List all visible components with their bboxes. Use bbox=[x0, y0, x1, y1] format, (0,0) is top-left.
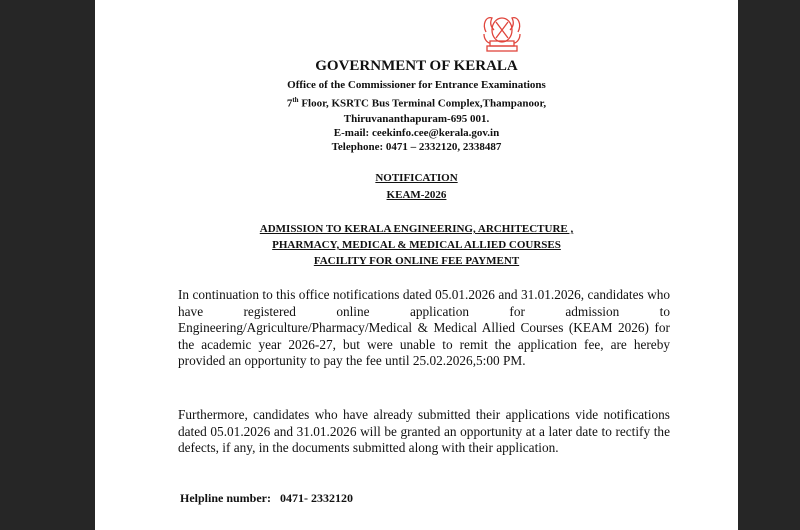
body-paragraph-2: Furthermore, candidates who have already submitted their applications vide notifications dated 05.01.2026 and 31.01.2026 will be granted an opportunity at a later date to rectify the defects, if any, in the documents submitted along with their application. bbox=[178, 407, 670, 455]
address-floor-number: 7 bbox=[286, 97, 293, 110]
subject-line-3: FACILITY FOR ONLINE FEE PAYMENT bbox=[313, 255, 520, 267]
office-address bbox=[95, 96, 738, 110]
document-page bbox=[95, 0, 738, 530]
helpline-label: Helpline number: bbox=[180, 491, 272, 505]
notification-code: KEAM-2026 bbox=[386, 189, 447, 201]
address-floor-superscript: th bbox=[292, 96, 299, 104]
helpline-number: 0471- 2332120 bbox=[280, 491, 354, 505]
government-title: GOVERNMENT OF KERALA bbox=[315, 58, 518, 74]
office-email: E-mail: ceekinfo.cee@kerala.gov.in bbox=[333, 127, 500, 139]
address-rest: Floor, KSRTC Bus Terminal Complex,Thampanoor, bbox=[298, 97, 547, 110]
body-paragraph-1: In continuation to this office notifications dated 05.01.2026 and 31.01.2026, candidates who have registered online application for admission to Engineering/Agriculture/Pharmacy/Medical & Medical Allied Courses (KEAM 2026) for the academic year 2026-27, but were unable to remit the application fee, are hereby provided an opportunity to pay the fee until 25.02.2026,5:00 PM. bbox=[178, 287, 670, 368]
kerala-emblem-icon bbox=[478, 10, 526, 54]
helpline bbox=[180, 491, 353, 506]
office-telephone: Telephone: 0471 – 2332120, 2338487 bbox=[331, 141, 502, 153]
office-city: Thiruvananthapuram-695 001. bbox=[343, 113, 490, 125]
notification-heading: NOTIFICATION bbox=[375, 172, 458, 184]
office-name: Office of the Commissioner for Entrance Examinations bbox=[287, 79, 546, 91]
subject-line-2: PHARMACY, MEDICAL & MEDICAL ALLIED COURSES bbox=[272, 239, 561, 251]
subject-line-1: ADMISSION TO KERALA ENGINEERING, ARCHITECTURE , bbox=[259, 223, 574, 235]
